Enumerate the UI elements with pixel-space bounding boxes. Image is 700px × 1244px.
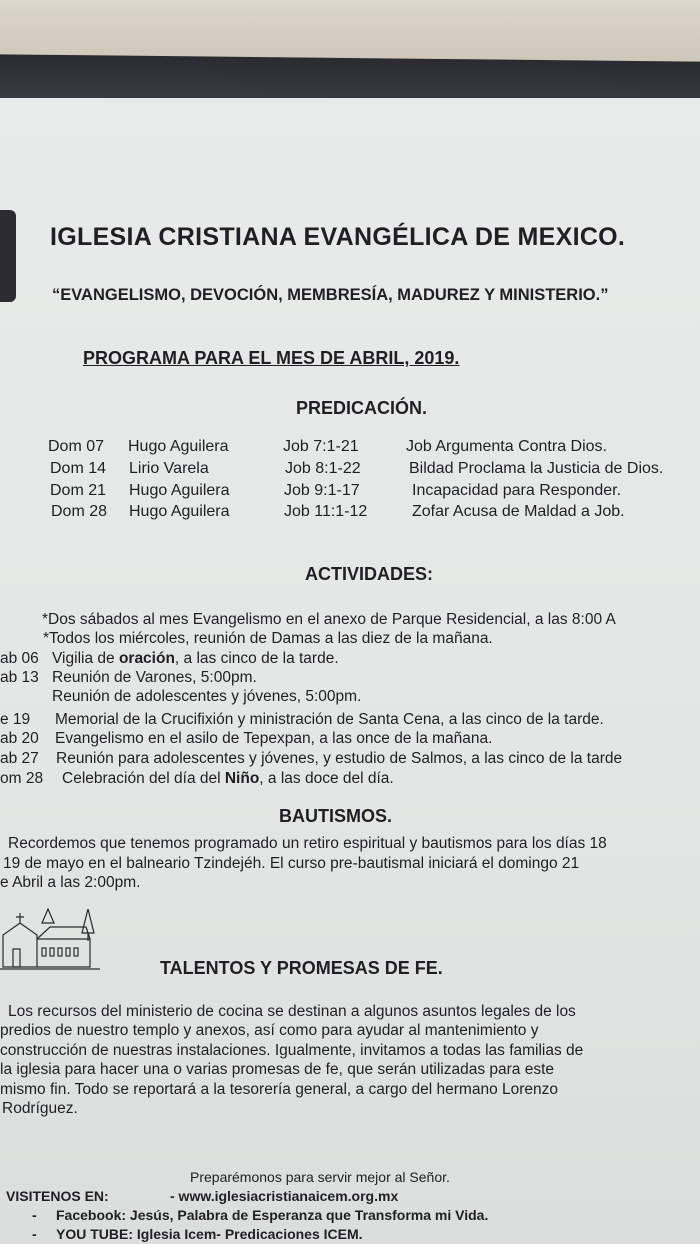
church-logo xyxy=(0,210,16,302)
program-title: PROGRAMA PARA EL MES DE ABRIL, 2019. xyxy=(83,348,460,368)
talentos-line: predios de nuestro templo y anexos, así como para ayudar al mantenimiento y xyxy=(0,1022,539,1039)
activity-text: Reunión de Varones, 5:00pm. xyxy=(52,669,257,686)
activity-day: ab 13 xyxy=(0,669,39,686)
row-day: Dom 07 xyxy=(48,438,105,455)
activity-note: *Todos los miércoles, reunión de Damas a las diez de la mañana. xyxy=(43,630,493,647)
closing-line: Preparémonos para servir mejor al Señor. xyxy=(190,1169,450,1185)
bautismos-heading: BAUTISMOS. xyxy=(279,806,393,826)
row-sermon-title: Zofar Acusa de Maldad a Job. xyxy=(412,503,625,520)
predicacion-heading: PREDICACIÓN. xyxy=(296,398,428,418)
row-preacher: Lirio Varela xyxy=(129,460,209,477)
row-sermon-title: Bildad Proclama la Justicia de Dios. xyxy=(409,460,664,477)
activity-note: *Dos sábados al mes Evangelismo en el anexo de Parque Residencial, a las 8:00 A xyxy=(42,611,616,628)
row-preacher: Hugo Aguilera xyxy=(128,438,229,455)
church-title: IGLESIA CRISTIANA EVANGÉLICA DE MEXICO. xyxy=(50,223,626,251)
row-reference: Job 9:1-17 xyxy=(284,482,360,499)
row-day: Dom 21 xyxy=(50,482,107,499)
church-drawing xyxy=(0,905,100,977)
talentos-line: mismo fin. Todo se reportará a la tesorería general, a cargo del hermano Lorenzo xyxy=(0,1081,559,1098)
row-reference: Job 7:1-21 xyxy=(283,438,359,455)
activity-day: e 19 xyxy=(0,711,31,728)
bautismos-line: e Abril a las 2:00pm. xyxy=(0,874,141,891)
activity-text: Celebración del día del Niño, a las doce del día. xyxy=(62,770,394,787)
activity-day: om 28 xyxy=(0,770,44,787)
talentos-line: la iglesia para hacer una o varias promesas de fe, que serán utilizadas para este xyxy=(0,1061,555,1078)
talentos-line: Los recursos del ministerio de cocina se destinan a algunos asuntos legales de los xyxy=(8,1003,576,1020)
facebook-link[interactable]: Facebook: Jesús, Palabra de Esperanza que Transforma mi Vida. xyxy=(56,1207,489,1223)
youtube-link[interactable]: YOU TUBE: Iglesia Icem- Predicaciones ICEM. xyxy=(56,1226,363,1242)
row-sermon-title: Job Argumenta Contra Dios. xyxy=(406,438,607,455)
row-reference: Job 8:1-22 xyxy=(285,460,361,477)
activity-text: Vigilia de oración, a las cinco de la tarde. xyxy=(52,650,339,667)
bullet: - xyxy=(32,1207,37,1223)
activity-day: ab 27 xyxy=(0,750,39,767)
talentos-line: Rodríguez. xyxy=(2,1100,78,1117)
bautismos-line: Recordemos que tenemos programado un retiro espiritual y bautismos para los días 18 xyxy=(8,835,607,852)
row-reference: Job 11:1-12 xyxy=(284,503,368,520)
row-preacher: Hugo Aguilera xyxy=(129,503,230,520)
activity-day: ab 20 xyxy=(0,730,39,747)
actividades-heading: ACTIVIDADES: xyxy=(305,564,434,584)
row-day: Dom 28 xyxy=(51,503,108,520)
website-link[interactable]: - www.iglesiacristianaicem.org.mx xyxy=(170,1188,399,1204)
bautismos-line: 19 de mayo en el balneario Tzindejéh. El curso pre-bautismal iniciará el domingo 21 xyxy=(3,855,580,872)
row-day: Dom 14 xyxy=(50,460,107,477)
bullet: - xyxy=(32,1226,37,1242)
row-preacher: Hugo Aguilera xyxy=(129,482,230,499)
talentos-line: construcción de nuestras instalaciones. Igualmente, invitamos a todas las familias de xyxy=(0,1042,584,1059)
activity-text: Reunión de adolescentes y jóvenes, 5:00pm. xyxy=(52,688,362,705)
activity-text: Evangelismo en el asilo de Tepexpan, a las once de la mañana. xyxy=(55,730,493,747)
row-sermon-title: Incapacidad para Responder. xyxy=(412,482,622,499)
activity-day: ab 06 xyxy=(0,650,39,667)
activity-text: Reunión para adolescentes y jóvenes, y estudio de Salmos, a las cinco de la tarde xyxy=(56,750,623,767)
activity-text: Memorial de la Crucifixión y ministración de Santa Cena, a las cinco de la tarde. xyxy=(55,711,604,728)
visit-label: VISITENOS EN: xyxy=(6,1188,109,1204)
talentos-heading: TALENTOS Y PROMESAS DE FE. xyxy=(160,958,443,978)
motto: “EVANGELISMO, DEVOCIÓN, MEMBRESÍA, MADUREZ Y MINISTERIO.” xyxy=(52,286,609,304)
